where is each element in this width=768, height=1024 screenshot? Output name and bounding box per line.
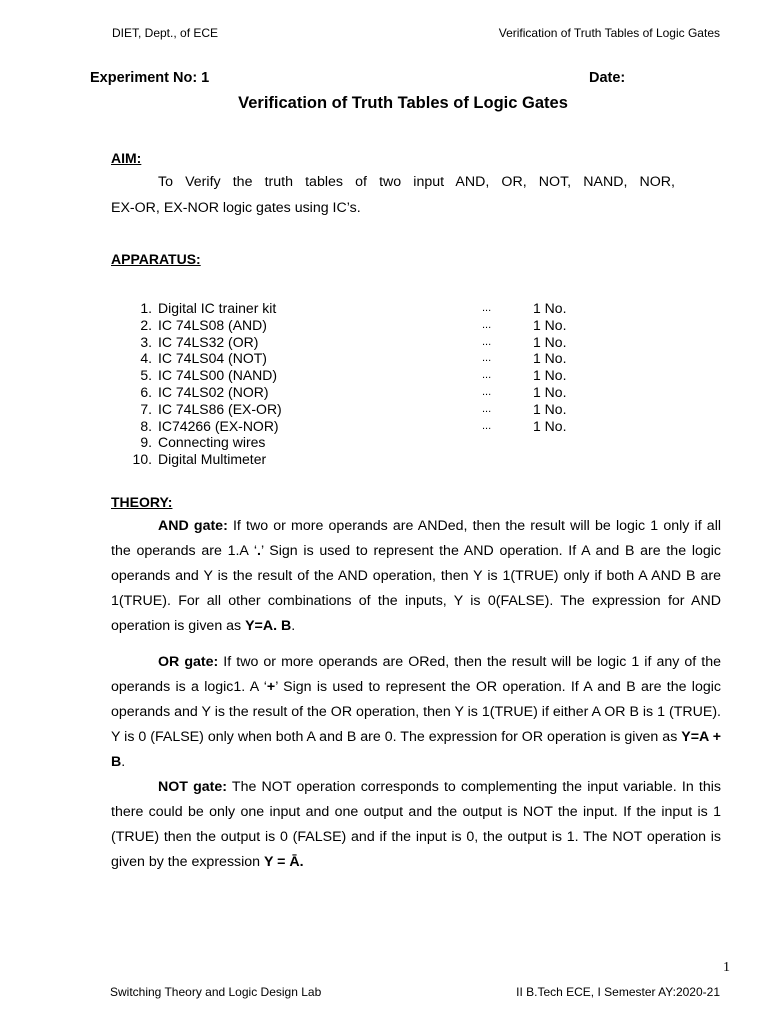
apparatus-heading: APPARATUS: (111, 251, 201, 267)
not-expression: Y = Ā. (264, 854, 304, 870)
header-topic: Verification of Truth Tables of Logic Gates (498, 26, 720, 40)
and-gate-paragraph: AND gate: If two or more operands are ANDed, then the result will be logic 1 only if all the operands are 1.A ‘.’ Sign is used to represent the AND operation. If A and B are the logic operands and Y is the result of the AND operation, then Y is 1(TRUE) only if both A AND B are 1(TRUE). For all other combinations of the inputs, Y is 0(FALSE). The expression for AND operation is given as Y=A. B. (111, 518, 721, 634)
page-title: Verification of Truth Tables of Logic Gates (238, 94, 568, 112)
or-expression: Y=A + B (111, 729, 721, 770)
or-gate-label: OR gate: (158, 654, 219, 670)
or-gate-paragraph: OR gate: If two or more operands are ORed, then the result will be logic 1 if any of the operands is a logic1. A ‘+’ Sign is used to represent the OR operation. If A and B are the logic operands and Y is the result of the OR operation, then Y is 1(TRUE) if either A OR B is 1 (TRUE). Y is 0 (FALSE) only when both A and B are 0. The expression for OR operation is given as Y=A + B. (111, 654, 722, 770)
date-label: Date: (589, 70, 626, 86)
footer-semester: II B.Tech ECE, I Semester AY:2020-21 (516, 985, 720, 999)
footer-course: Switching Theory and Logic Design Lab (110, 985, 322, 999)
aim-heading: AIM: (111, 150, 142, 166)
experiment-number: Experiment No: 1 (90, 70, 210, 86)
not-gate-paragraph: NOT gate: The NOT operation corresponds to complementing the input variable. In this there could be only one input and one output and the output is NOT the input. If the input is 1 (TRUE) then the output is 0 (FALSE) and if the input is 0, the output is 1. The NOT operation is given by the expression Y = Ā. (111, 779, 721, 870)
theory-heading: THEORY: (111, 494, 173, 510)
header-dept: DIET, Dept., of ECE (112, 26, 219, 40)
and-gate-label: AND gate: (158, 518, 228, 534)
aim-text-line2: EX-OR, EX-NOR logic gates using IC’s. (111, 200, 361, 216)
page-number: 1 (723, 960, 730, 975)
and-expression: Y=A. B (245, 618, 292, 634)
aim-text-line1: To Verify the truth tables of two input AND, OR, NOT, NAND, NOR, (158, 174, 675, 190)
not-gate-label: NOT gate: (158, 779, 228, 795)
